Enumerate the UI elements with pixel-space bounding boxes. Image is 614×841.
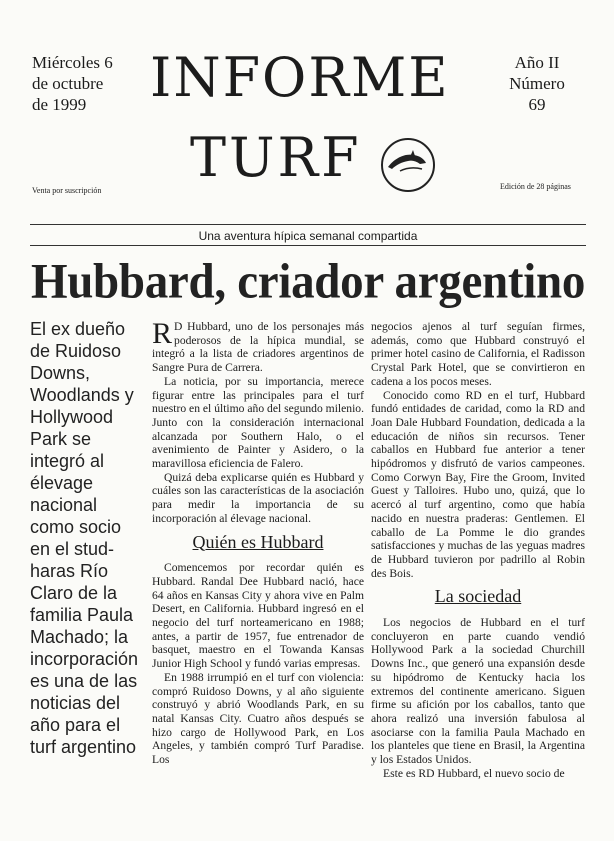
divider-bottom <box>30 245 586 246</box>
article-paragraph: En 1988 irrumpió en el turf con violencia: compró Ruidoso Downs, y al año siguiente construyó y abrió Woodlands Park, en su natal Kansas City. Cuatro años después se hizo cargo de Hollywood Park, en Los Angeles, y también compró Turf Paradise. Los <box>152 670 364 767</box>
article-paragraph: R D Hubbard, uno de los personajes más poderosos de la hípica mundial, se integró a la lista de criadores argentinos de Sangre Pura de Carrera. <box>152 317 364 375</box>
article-paragraph: Quizá deba explicarse quién es Hubbard y cuáles son las características de la asociación para medir la importancia de su incorporación al élevage nacional. <box>152 470 364 525</box>
date-line-2: de octubre <box>32 74 104 93</box>
divider-top <box>30 224 586 225</box>
article-paragraph: Conocido como RD en el turf, Hubbard fundó entidades de caridad, como la RD and Joan Dale Hubbard Foundation, dedicada a la educación de niños sin recursos. Tener caballos en Hubbard fue anterior a tener hipódromos y disfrutó de varios campeones. Como Corwyn Bay, Fire the Groom, Invited Guest y Talloires. Hubo uno, quizá, que lo acercó al turf argentino, como que había nacido en nuestra praderas: Gentlemen. El caballo de La Pomme le dio grandes satisfacciones y muchas de las yeguas madres de Hubbard tuvieron por padrillo al Robin des Bois. <box>371 388 585 580</box>
masthead-informe: INFORME <box>150 46 450 109</box>
date-line-1: Miércoles 6 <box>32 53 113 72</box>
tagline: Una aventura hípica semanal compartida <box>198 229 418 243</box>
article-column-1 <box>152 317 364 767</box>
masthead-turf: TURF <box>190 126 362 189</box>
article-paragraph: Los negocios de Hubbard en el turf concluyeron en parte cuando vendió Hollywood Park a la sociedad Churchill Downs Inc., que generó una expansión desde su hipódromo de Kentucky hacia los extremos del continente americano. Siguen firme su afición por los caballos, tanto que ahora realizó una inversión fabulosa al asociarse con la familia Paula Machado en los planteles que tiene en Brasil, la Argentina y los Estados Unidos. <box>371 616 585 767</box>
article-paragraph: negocios ajenos al turf seguían firmes, además, como que Hubbard construyó el primer hotel casino de California, el Radisson Crystal Park Hotel, que se convirtieron en cadena a los pocos meses. <box>371 320 585 388</box>
drop-cap: R <box>152 317 173 350</box>
issue-line-1: Año II <box>514 53 560 72</box>
date-line-3: de 1999 <box>32 95 87 114</box>
issue-line-3: 69 <box>528 95 546 114</box>
subscription-note: Venta por suscripción <box>32 186 102 195</box>
issue-number <box>482 52 592 115</box>
article-paragraph: Comencemos por recordar quién es Hubbard. Randal Dee Hubbard nació, hace 64 años en Kansas City y ahora vive en Palm Desert, en California. Hubbard ingresó en el negocio del turf norteamericano en 1988; antes, a partir de 1957, fue entrenador de basquet, maestro en el Towanda Kansas Junior High School y fundó varias empresas. <box>152 561 364 671</box>
issue-line-2: Número <box>509 74 565 93</box>
article-paragraph: Este es RD Hubbard, el nuevo socio de <box>383 766 565 780</box>
horse-head-circle-icon <box>380 137 436 193</box>
article-column-2 <box>371 320 585 781</box>
deck-summary: El ex dueño de Ruidoso Downs, Woodlands y Hollywood Park se integró al élevage nacional como socio en el stud-haras Río Claro de la familia Paula Machado; la incorporación es una de las noticias del año para el turf argentino <box>30 319 139 757</box>
article-paragraph: La noticia, por su importancia, merece figurar entre las principales para el turf nuestro en el último año del segundo milenio. Junto con la consideración internacional alcanzada por Southern Halo, o el avenimiento de Painter y Asidero, o la maravillosa eficiencia de Falero. <box>152 374 364 471</box>
issue-date <box>32 52 142 115</box>
subhead-quien-es-hubbard: Quién es Hubbard <box>192 531 324 552</box>
subhead-la-sociedad: La sociedad <box>434 586 522 607</box>
headline: Hubbard, criador argentino <box>30 254 586 310</box>
edition-note: Edición de 28 páginas <box>500 182 571 191</box>
